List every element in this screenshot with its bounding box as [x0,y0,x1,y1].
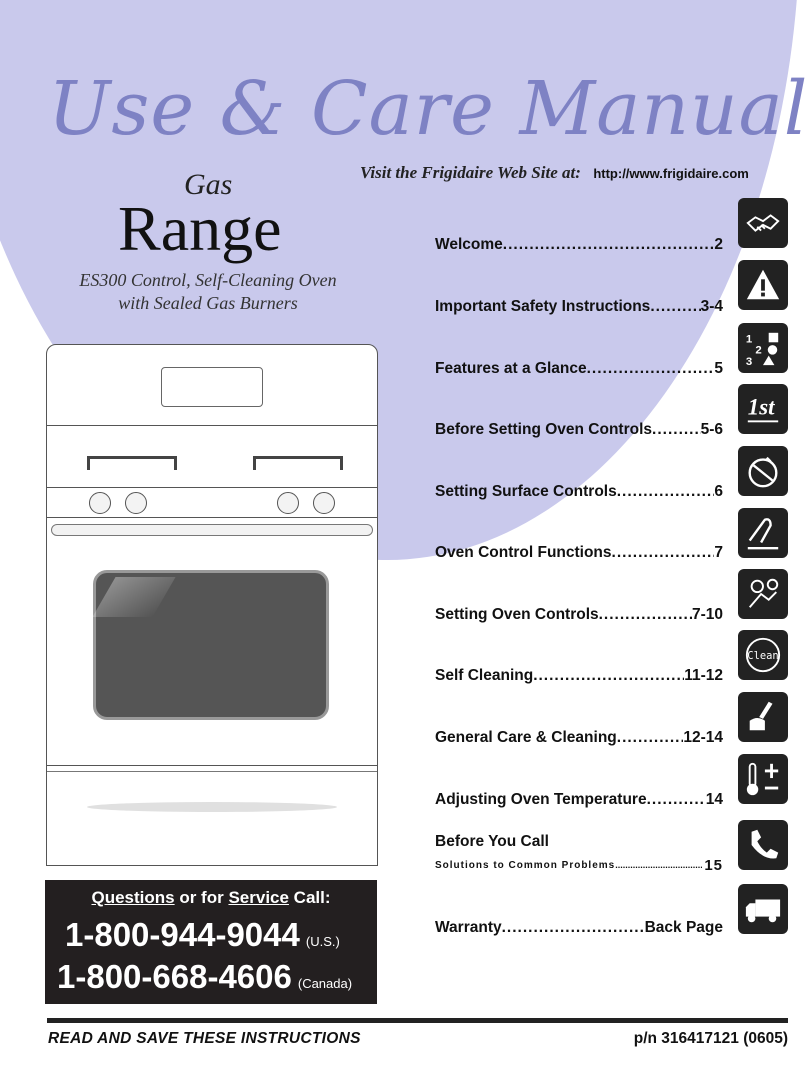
thermometer-icon [738,754,788,804]
toc-before-setting[interactable]: Before Setting Oven Controls ..... 5-6 [435,421,723,439]
oven-window [93,570,329,720]
website-link[interactable]: http://www.frigidaire.com [593,166,749,181]
part-number: p/n 316417121 (0605) [633,1030,788,1047]
phone-us: 1-800-944-9044 (U.S.) [65,916,340,953]
right-grate [253,456,343,470]
svg-text:1: 1 [745,333,753,346]
toc-welcome[interactable]: Welcome ..... 2 [435,236,723,254]
toc-self-cleaning[interactable]: Self Cleaning ..... 11-12 [435,667,723,685]
svg-text:Clean: Clean [747,649,779,662]
range-illustration [46,344,378,866]
range-control-display [161,367,263,407]
burner-icon [738,446,788,496]
truck-icon [738,884,788,934]
toc-warranty[interactable]: Warranty ..... Back Page [435,919,723,937]
toc-oven-functions[interactable]: Oven Control Functions ..... 7 [435,544,723,562]
svg-text:2: 2 [755,344,762,357]
range-backguard [46,344,378,426]
first-icon [738,384,788,434]
website-label: Visit the Frigidaire Web Site at: [360,163,581,182]
range-knob-panel [46,488,378,518]
toc-before-call-sub[interactable]: Solutions to Common Problems ..... 15 [435,860,723,874]
toc-setting-oven[interactable]: Setting Oven Controls ..... 7-10 [435,606,723,624]
phone-icon [738,820,788,870]
footer-rule [47,1018,788,1023]
product-type: Gas [184,168,233,201]
knob [313,492,335,514]
handshake-icon [738,198,788,248]
oven-door [46,518,378,766]
oven-handle [51,524,373,536]
toc-general-care[interactable]: General Care & Cleaning ..... 12-14 [435,729,723,747]
settings-hand-icon [738,569,788,619]
svg-text:1st: 1st [747,394,775,420]
toc-features[interactable]: Features at a Glance ..... 5 [435,360,723,378]
warning-icon [738,260,788,310]
service-heading: Questions or for Service Call: [91,888,331,907]
toc-adjusting-temp[interactable]: Adjusting Oven Temperature ..... 14 [435,791,723,809]
manual-title: Use & Care Manual [48,66,808,152]
left-grate [87,456,177,470]
range-cooktop [46,426,378,488]
cleaning-hand-icon [738,692,788,742]
product-name: Range [118,193,282,264]
website-line [360,163,749,183]
service-box [45,880,377,1004]
toc-before-call[interactable]: Before You Call [435,833,549,850]
footer-instructions: READ AND SAVE THESE INSTRUCTIONS [48,1030,361,1047]
knob [125,492,147,514]
knob [277,492,299,514]
toc-surface-controls[interactable]: Setting Surface Controls ..... 6 [435,483,723,501]
phone-canada: 1-800-668-4606 (Canada) [57,958,353,995]
knob [89,492,111,514]
features-icon [738,323,788,373]
finger-press-icon [738,508,788,558]
svg-text:3: 3 [745,356,753,367]
product-subtitle-1: ES300 Control, Self-Cleaning Oven [79,270,337,290]
toc-safety[interactable]: Important Safety Instructions ..... 3-4 [435,298,723,316]
storage-drawer [46,766,378,866]
product-subtitle-2: with Sealed Gas Burners [118,293,298,313]
clean-icon [738,630,788,680]
